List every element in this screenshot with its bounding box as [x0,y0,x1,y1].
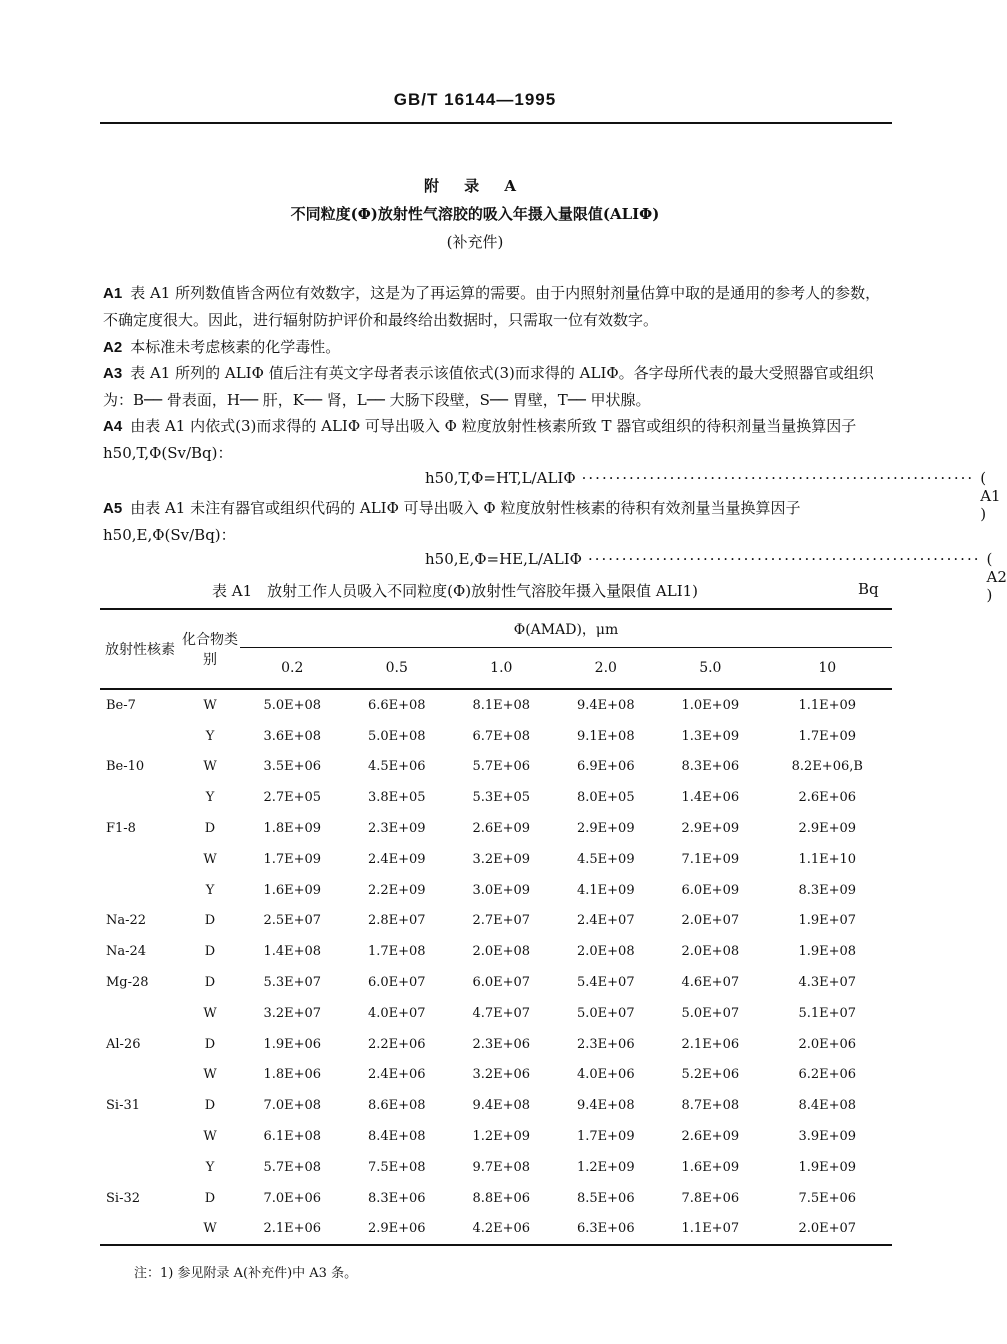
ali-value-cell: 4.0E+07 [367,1005,426,1021]
para-label: A4 [103,418,123,435]
nuclide-cell [100,1214,180,1246]
ali-value-cell: 8.4E+08 [367,1129,426,1145]
ali-value-cell: 1.8E+06 [263,1067,322,1083]
ali-value-cell: 1.7E+08 [367,944,426,960]
table-row [100,1029,892,1060]
table-unit: Bq [858,580,879,598]
para-a2 [103,334,893,361]
ali-value-cell: 4.0E+06 [577,1067,635,1083]
class-cell: W [203,1221,217,1237]
ali-value-cell: 7.8E+06 [681,1190,740,1206]
ali-value-cell: 1.4E+08 [263,944,322,960]
class-cell: W [203,1067,217,1083]
table-row [100,752,892,783]
ali-value-cell: 6.0E+09 [681,882,740,898]
ali-value-cell: 1.1E+07 [681,1221,740,1237]
table-row [100,1060,892,1091]
ali-value-cell: 8.2E+06,B [791,759,863,775]
class-cell: D [204,821,216,837]
para-label: A1 [103,285,123,302]
ali-value-cell: 1.8E+09 [263,821,322,837]
ali-value-cell: 5.2E+06 [681,1067,740,1083]
class-cell: W [203,759,217,775]
ali-value-cell: 1.9E+09 [798,1159,857,1175]
para-label: A5 [103,500,123,517]
ali-value-cell: 5.0E+07 [681,1005,740,1021]
para-a3 [103,360,893,413]
class-cell: Y [205,790,215,806]
ali-value-cell: 1.2E+09 [577,1159,635,1175]
ali-value-cell: 8.7E+08 [681,1098,740,1114]
class-cell: W [203,1005,217,1021]
class-cell: D [204,944,216,960]
ali-value-cell: 1.7E+09 [263,851,322,867]
nuclide-cell [100,1121,180,1152]
ali-value-cell: 3.2E+07 [263,1005,322,1021]
para-text: 由表 A1 内依式(3)而求得的 ALIΦ 可导出吸入 Φ 粒度放射性核素所致 T 器官或组织的待积剂量当量换算因子 h50,T,Φ(Sv/Bq)： [103,417,857,462]
ali-value-cell: 4.7E+07 [472,1005,531,1021]
size-header: 2.0 [594,660,617,676]
ali-value-cell: 2.0E+07 [798,1221,857,1237]
ali-value-cell: 1.1E+10 [798,851,857,867]
ali-value-cell: 8.3E+06 [367,1190,426,1206]
ali-value-cell: 3.2E+09 [472,851,531,867]
table-row [100,936,892,967]
appendix-subtitle: 不同粒度(Φ)放射性气溶胶的吸入年摄入量限值(ALIΦ) [290,205,660,223]
ali-value-cell: 2.4E+06 [367,1067,426,1083]
class-cell: Y [205,728,215,744]
amad-header: Φ(AMAD)，μm [240,609,892,648]
table-row [100,844,892,875]
ali-value-cell: 1.6E+09 [263,882,322,898]
ali-value-cell: 2.6E+09 [681,1129,740,1145]
ali-value-cell: 8.3E+06 [681,759,740,775]
ali-value-cell: 2.5E+07 [263,913,322,929]
ali-value-cell: 9.1E+08 [577,728,635,744]
ali-value-cell: 3.9E+09 [798,1129,857,1145]
formula-number: ( A1 ) [980,469,1001,523]
ali-value-cell: 4.5E+09 [577,851,635,867]
table-row [100,721,892,752]
nuclide-cell: Na-22 [106,913,147,929]
ali-value-cell: 1.0E+09 [681,697,740,713]
ali-value-cell: 4.6E+07 [681,975,740,991]
class-cell: W [203,851,217,867]
ali-value-cell: 2.9E+06 [367,1221,426,1237]
class-cell: W [203,697,217,713]
ali-value-cell: 9.7E+08 [472,1159,531,1175]
ali-value-cell: 8.6E+08 [367,1098,426,1114]
nuclide-cell: Al-26 [106,1036,141,1052]
ali-value-cell: 2.4E+07 [577,913,635,929]
table-row [100,1183,892,1214]
table-row [100,813,892,844]
nuclide-cell: Si-32 [106,1190,140,1206]
nuclide-cell [100,844,180,875]
ali-value-cell: 8.0E+05 [577,790,635,806]
ali-value-cell: 6.0E+07 [472,975,531,991]
ali-value-cell: 5.7E+06 [472,759,531,775]
para-text: 本标准未考虑核素的化学毒性。 [130,338,341,356]
ali-value-cell: 4.3E+07 [798,975,857,991]
nuclide-cell [100,782,180,813]
nuclide-cell: F1-8 [106,821,136,837]
size-header: 10 [818,660,837,676]
ali-value-cell: 3.6E+08 [263,728,322,744]
col-nuclide-header: 放射性核素 [105,642,175,658]
ali-value-cell: 2.2E+09 [367,882,426,898]
ali-value-cell: 9.4E+08 [577,697,635,713]
table-row [100,782,892,813]
ali-value-cell: 2.0E+06 [798,1036,857,1052]
ali-value-cell: 7.5E+08 [367,1159,426,1175]
nuclide-cell [100,1152,180,1183]
ali-value-cell: 1.3E+09 [681,728,740,744]
ali-value-cell: 1.9E+06 [263,1036,322,1052]
ali-table [100,608,892,1246]
ali-value-cell: 2.0E+08 [577,944,635,960]
ali-value-cell: 1.4E+06 [681,790,740,806]
ali-value-cell: 1.6E+09 [681,1159,740,1175]
ali-value-cell: 3.5E+06 [263,759,322,775]
ali-value-cell: 8.3E+09 [798,882,857,898]
ali-value-cell: 2.6E+09 [472,821,531,837]
table-row [100,998,892,1029]
ali-value-cell: 2.3E+06 [472,1036,531,1052]
ali-value-cell: 1.9E+07 [798,913,857,929]
class-cell: D [204,1098,216,1114]
ali-value-cell: 7.0E+06 [263,1190,322,1206]
ali-value-cell: 1.7E+09 [577,1129,635,1145]
formula-leader: ·························································· [587,550,981,568]
header-rule [100,122,892,124]
class-cell: D [204,913,216,929]
ali-value-cell: 2.1E+06 [263,1221,322,1237]
table-footnote: 注：1) 参见附录 A(补充件)中 A3 条。 [134,1266,358,1281]
class-cell: D [204,975,216,991]
table-row [100,1214,892,1246]
ali-value-cell: 5.1E+07 [798,1005,857,1021]
ali-value-cell: 5.0E+08 [263,697,322,713]
ali-value-cell: 6.2E+06 [798,1067,857,1083]
ali-value-cell: 1.1E+09 [798,697,857,713]
nuclide-cell: Na-24 [106,944,147,960]
formula-expr: h50,E,Φ=HE,L/ALIΦ [425,550,582,568]
ali-value-cell: 2.0E+08 [681,944,740,960]
table-row [100,967,892,998]
ali-value-cell: 5.7E+08 [263,1159,322,1175]
para-a1 [103,280,893,333]
para-label: A3 [103,365,123,382]
nuclide-cell: Be-7 [106,697,136,713]
ali-value-cell: 2.3E+06 [577,1036,635,1052]
ali-value-cell: 8.5E+06 [577,1190,635,1206]
col-class-header: 化合物类别 [182,632,238,668]
ali-value-cell: 1.2E+09 [472,1129,531,1145]
table-row [100,1090,892,1121]
ali-value-cell: 6.9E+06 [577,759,635,775]
ali-value-cell: 7.1E+09 [681,851,740,867]
ali-value-cell: 2.9E+09 [577,821,635,837]
ali-value-cell: 2.4E+09 [367,851,426,867]
ali-value-cell: 5.4E+07 [577,975,635,991]
nuclide-cell [100,721,180,752]
ali-value-cell: 9.4E+08 [472,1098,531,1114]
formula-expr: h50,T,Φ=HT,L/ALIΦ [425,469,576,487]
para-a5 [103,495,893,548]
class-cell: D [204,1036,216,1052]
ali-value-cell: 9.4E+08 [577,1098,635,1114]
size-header: 0.2 [281,660,304,676]
appendix-title: 附 录 A [423,177,527,195]
ali-value-cell: 4.2E+06 [472,1221,531,1237]
ali-value-cell: 2.7E+07 [472,913,531,929]
ali-value-cell: 5.0E+07 [577,1005,635,1021]
ali-value-cell: 2.9E+09 [798,821,857,837]
formula-leader: ·························································· [581,469,975,487]
ali-value-cell: 6.1E+08 [263,1129,322,1145]
ali-value-cell: 5.3E+07 [263,975,322,991]
table-caption: 表 A1 放射工作人员吸入不同粒度(Φ)放射性气溶胶年摄入量限值 ALI1) [212,582,699,600]
appendix-type: (补充件) [446,233,504,251]
size-header: 5.0 [699,660,722,676]
nuclide-cell [100,998,180,1029]
size-header: 0.5 [385,660,408,676]
para-label: A2 [103,339,123,356]
table-row [100,875,892,906]
nuclide-cell [100,875,180,906]
ali-value-cell: 6.3E+06 [577,1221,635,1237]
ali-value-cell: 6.0E+07 [367,975,426,991]
ali-value-cell: 2.1E+06 [681,1036,740,1052]
ali-value-cell: 7.0E+08 [263,1098,322,1114]
table-row [100,1152,892,1183]
ali-value-cell: 2.3E+09 [367,821,426,837]
table-row [100,906,892,937]
ali-value-cell: 1.7E+09 [798,728,857,744]
table-row [100,689,892,721]
ali-value-cell: 8.1E+08 [472,697,531,713]
ali-value-cell: 4.1E+09 [577,882,635,898]
nuclide-cell [100,1060,180,1091]
standard-number: GB/T 16144—1995 [393,90,557,109]
ali-value-cell: 2.0E+07 [681,913,740,929]
para-text: 表 A1 所列数值皆含两位有效数字，这是为了再运算的需要。由于内照射剂量估算中取的是通用的参考人的参数，不确定度很大。因此，进行辐射防护评价和最终给出数据时，只需取一位有效数字。 [103,284,881,329]
ali-value-cell: 6.7E+08 [472,728,531,744]
ali-value-cell: 3.2E+06 [472,1067,531,1083]
ali-value-cell: 2.0E+08 [472,944,531,960]
ali-value-cell: 8.8E+06 [472,1190,531,1206]
ali-value-cell: 4.5E+06 [367,759,426,775]
ali-value-cell: 1.9E+08 [798,944,857,960]
ali-value-cell: 5.0E+08 [367,728,426,744]
table-row [100,1121,892,1152]
ali-value-cell: 2.2E+06 [367,1036,426,1052]
size-header: 1.0 [490,660,513,676]
formula-number: ( A2 ) [986,550,1007,604]
para-a4 [103,413,893,466]
class-cell: Y [205,1159,215,1175]
class-cell: W [203,1129,217,1145]
ali-value-cell: 2.9E+09 [681,821,740,837]
class-cell: Y [205,882,215,898]
ali-value-cell: 5.3E+05 [472,790,531,806]
ali-value-cell: 8.4E+08 [798,1098,857,1114]
ali-value-cell: 3.0E+09 [472,882,531,898]
ali-value-cell: 6.6E+08 [367,697,426,713]
ali-value-cell: 2.8E+07 [367,913,426,929]
ali-value-cell: 2.7E+05 [263,790,322,806]
nuclide-cell: Mg-28 [106,975,149,991]
para-text: 表 A1 所列的 ALIΦ 值后注有英文字母者表示该值依式(3)而求得的 ALIΦ。各字母所代表的最大受照器官或组织为：B── 骨表面，H── 肝，K── 肾，L── 大肠下段壁，S── 胃壁，T── 甲状腺。 [103,364,874,409]
ali-value-cell: 3.8E+05 [367,790,426,806]
ali-value-cell: 2.6E+06 [798,790,857,806]
nuclide-cell: Si-31 [106,1098,140,1114]
ali-value-cell: 7.5E+06 [798,1190,857,1206]
nuclide-cell: Be-10 [106,759,145,775]
para-text: 由表 A1 未注有器官或组织代码的 ALIΦ 可导出吸入 Φ 粒度放射性核素的待积有效剂量当量换算因子 h50,E,Φ(Sv/Bq)： [103,499,801,544]
class-cell: D [204,1190,216,1206]
